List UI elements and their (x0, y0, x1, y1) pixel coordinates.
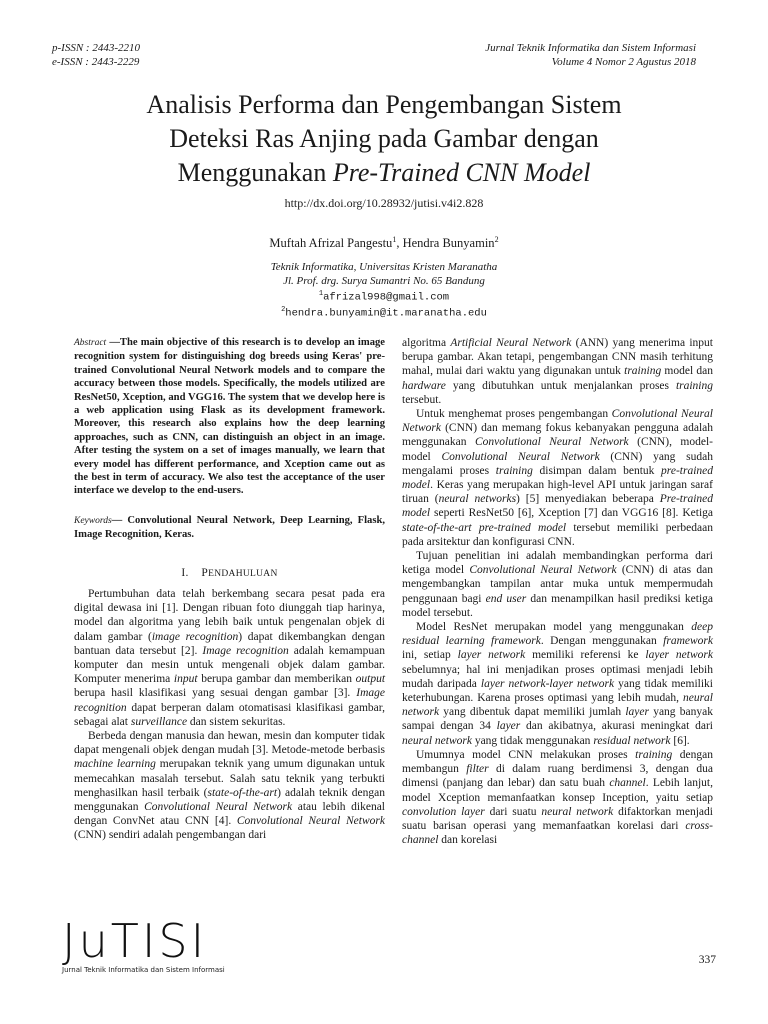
author-1-sup: 1 (392, 235, 397, 244)
text-run: (CNN) sendiri adalah pengembangan dari (74, 829, 267, 842)
text-run: yang banyak sampai dengan 34 (402, 706, 713, 733)
text-run: ) adalah teknik dengan menggunakan (74, 786, 385, 813)
text-run: merupakan teknik yang umum digunakan untuk memecahkan masalah tersebut. Salah satu teknik yang terbukti menghasilkan hasil terbaik ( (74, 758, 385, 799)
text-run: Umumnya model CNN melakukan proses (416, 748, 636, 761)
italic-term: convolution layer (402, 805, 485, 818)
paragraph (74, 729, 385, 843)
title-line-2: Deteksi Ras Anjing pada Gambar dengan (169, 124, 599, 153)
italic-term: neural network (541, 805, 614, 818)
italic-term: residual network (593, 734, 671, 747)
abstract (74, 336, 385, 498)
section-heading (74, 566, 385, 581)
text-run: memiliki referensi ke (525, 649, 646, 662)
text-run: dengan membangun (402, 748, 713, 776)
italic-term: Convolutional Neural Network (144, 800, 293, 813)
text-run: dan sistem sekuritas. (187, 715, 286, 728)
italic-term: state-of-the-art (207, 786, 278, 799)
italic-term: Image recognition (74, 687, 385, 714)
title-line-3-italic: Pre-Trained CNN Model (332, 158, 591, 187)
abstract-text: —The main objective of this research is to develop an image recognition system for distinguishing dog breeds using Keras' pre-trained Convolutional Neural Network models and to compare the accuracy between those models. Specifically, the models utilized are ResNet50, Xception, and VGG16. The system that we develop here is a web application using Flask as its development framework. Moreover, this research also explains how the deep learning approaches, such as CNN, can distinguish an object in an image. After testing the system on a set of images manually, we learn that every model has different performance, and Xception came out as the best in term of accuracy. We also test the acceptance of the user interface we develop to the end-users. (74, 337, 385, 497)
text-run: Tujuan penelitian ini adalah membandingkan performa dari ketiga model (402, 550, 713, 577)
italic-term: state-of-the-art pre-trained model (402, 521, 567, 534)
page-number: 337 (698, 954, 716, 966)
paragraph (74, 587, 385, 729)
italic-term: channel (609, 777, 646, 790)
text-run: di dalam ruang berdimensi 3, dengan dua dimensi (panjang dan lebar) dan satu buah (402, 763, 713, 790)
text-run: algoritma (402, 337, 451, 349)
text-run: dari suatu (484, 805, 542, 818)
paragraph (402, 620, 713, 748)
text-run: berupa hasil klasifikasi yang sesuai dengan gambar [3]. (74, 687, 357, 700)
text-run: dapat berperan dalam otomatisasi klasifikasi gambar, sebagai alat (74, 701, 385, 728)
paragraph (402, 748, 713, 847)
text-run: tersebut memiliki perbedaan pada arsitektur dan konfigurasi CNN. (402, 521, 713, 548)
affiliation (0, 260, 768, 288)
italic-term: Artificial Neural Network (450, 337, 572, 349)
e-issn: e-ISSN : 2443-2229 (52, 56, 140, 68)
keywords-label: Keywords (74, 515, 112, 526)
italic-term: Convolutional Neural Network (402, 408, 713, 435)
email-1-sup: 1 (318, 290, 324, 298)
italic-term: training (675, 379, 713, 392)
text-run: Berbeda dengan manusia dan hewan, mesin dan komputer tidak dapat mengenali objek dengan mudah [3]. Metode-metode berbasis (74, 729, 385, 757)
affiliation-line-2: Jl. Prof. drg. Surya Sumantri No. 65 Bandung (283, 275, 485, 287)
text-run: (CNN) yang sudah mengalami proses (402, 450, 713, 477)
title-line-3-plain: Menggunakan (177, 158, 333, 187)
italic-term: training (635, 748, 673, 761)
text-run: yang dibutuhkan untuk menjalankan proses (445, 379, 676, 392)
text-run: Untuk menghemat proses pengembangan (416, 408, 612, 421)
italic-term: Convolutional Neural Network (441, 450, 600, 463)
text-run: dan korelasi (438, 834, 498, 847)
italic-term: hardware (402, 379, 446, 392)
keywords (74, 514, 385, 542)
text-run: . Keras yang merupakan high-level API untuk jaringan saraf tiruan ( (402, 479, 713, 506)
email-1-address[interactable]: afrizal998@gmail.com (323, 291, 450, 304)
journal-volume: Volume 4 Nomor 2 Agustus 2018 (551, 56, 696, 68)
italic-term: filter (466, 763, 489, 776)
author-2-sup: 2 (494, 235, 499, 244)
author-1: Muftah Afrizal Pangestu (269, 236, 393, 251)
section-number: I. (181, 566, 189, 579)
doi-link[interactable]: http://dx.doi.org/10.28932/jutisi.v4i2.828 (284, 196, 484, 210)
italic-term: Convolutional Neural Network (469, 564, 617, 577)
logo-subtitle: Jurnal Teknik Informatika dan Sistem Informasi (62, 966, 225, 974)
italic-term: framework (663, 635, 713, 648)
italic-term: layer network (457, 649, 526, 662)
text-run: (ANN) yang menerima input berupa gambar. Akan tetapi, pengembangan CNN masih terhitung mahal, mulai dari waktu yang digunakan untuk (402, 337, 713, 378)
text-run: difaktorkan menjadi suatu barisan operasi yang memanfaatkan korelasi dari (402, 805, 713, 832)
paragraph (402, 336, 713, 407)
paragraph (402, 549, 713, 620)
italic-term: layer (625, 706, 649, 719)
italic-term: training (495, 464, 533, 477)
keywords-text: — Convolutional Neural Network, Deep Learning, Flask, Image Recognition, Keras. (74, 514, 385, 541)
text-run: . Dengan menggunakan (540, 635, 664, 648)
italic-term: Convolutional Neural Network (474, 436, 629, 449)
italic-term: layer (496, 720, 521, 733)
italic-term: output (355, 673, 386, 686)
paper-title (60, 88, 708, 190)
text-run: Model ResNet merupakan model yang menggunakan (416, 621, 692, 634)
text-run: dan menampilkan hasil prediksi ketiga model tersebut. (402, 592, 713, 619)
section-title-rest: ENDAHULUAN (208, 568, 278, 579)
text-run: ) [5] menyediakan beberapa (516, 493, 660, 506)
abstract-label: Abstract (74, 338, 107, 348)
italic-term: Convolutional Neural Network (236, 815, 385, 828)
text-run: disimpan dalam bentuk (532, 464, 662, 477)
italic-term: neural network (402, 734, 472, 747)
text-run: (CNN), model-model (402, 436, 713, 463)
issn-block (52, 41, 140, 69)
italic-term: Pre-trained model (402, 493, 713, 520)
paragraph (402, 407, 713, 549)
email-2-address[interactable]: hendra.bunyamin@it.maranatha.edu (285, 307, 487, 320)
text-run: Pertumbuhan data telah berkembang secara pesat pada era digital dewasa ini [1]. Dengan ribuan foto diunggah tiap harinya, model dan algoritma yang lebih baik untuk pengenalan objek di dalam gambar ( (74, 587, 385, 643)
title-line-1: Analisis Performa dan Pengembangan Sistem (146, 90, 622, 119)
email-1[interactable] (0, 290, 768, 304)
italic-term: Image recognition (202, 644, 289, 657)
text-run: . Lebih lanjut, model Xception memanfaatkan konsep Inception, yaitu setiap (402, 777, 713, 804)
italic-term: image recognition (151, 630, 239, 643)
italic-term: input (173, 673, 198, 686)
journal-name: Jurnal Teknik Informatika dan Sistem Informasi (485, 42, 696, 54)
text-run: yang tidak menggunakan (471, 734, 594, 747)
right-column (402, 336, 713, 847)
p-issn: p-ISSN : 2443-2210 (52, 42, 140, 54)
italic-term: training (624, 365, 662, 378)
section-title-first: P (201, 566, 209, 579)
jutisi-logo (62, 914, 225, 974)
text-run: ini, setiap (402, 649, 458, 662)
text-run: dan akibatnya, akurasi meningkat dari (520, 720, 713, 733)
journal-info (485, 41, 696, 69)
italic-term: pre-trained model (402, 464, 713, 492)
italic-term: surveillance (130, 715, 188, 728)
italic-term: cross-channel (402, 819, 713, 847)
text-run: tersebut. (402, 393, 442, 406)
logo-wordmark: JuTISI (62, 914, 208, 968)
email-2-sup: 2 (281, 306, 286, 314)
text-run: atau lebih dikenal dengan ConvNet atau CNN [4]. (74, 800, 385, 828)
text-run: (CNN) di atas dan mengembangkan tampilan antar muka untuk mempermudah penggunaan bagi (402, 564, 713, 605)
italic-term: layer network-layer network (480, 677, 615, 690)
author-list (0, 235, 768, 251)
italic-term: layer network (645, 649, 713, 662)
italic-term: machine learning (74, 758, 156, 771)
text-run: [6]. (670, 734, 690, 747)
italic-term: neural networks (438, 493, 517, 506)
text-run: model dan (661, 365, 713, 378)
text-run: yang tidak memiliki keterhubungan. Karena proses optimasi yang lebih mudah, (402, 677, 714, 705)
author-2: Hendra Bunyamin (402, 236, 495, 251)
text-run: yang dibentuk dapat memiliki jumlah (439, 706, 626, 719)
text-run: berupa gambar dan memberikan (197, 673, 356, 686)
italic-term: deep residual learning framework (402, 621, 713, 648)
text-run: ) dapat dikembangkan dengan bantuan data tersebut [2]. (74, 630, 385, 657)
italic-term: neural network (402, 692, 713, 719)
text-run: seperti ResNet50 [6], Xception [7] dan VGG16 [8]. Ketiga (430, 507, 713, 520)
text-run: (CNN) dan memang fokus kebanyakan pengguna adalah menggunakan (402, 422, 713, 449)
author-separator: , (396, 236, 403, 251)
affiliation-line-1: Teknik Informatika, Universitas Kristen Maranatha (270, 261, 498, 273)
text-run: sebelumnya; hal ini menjadikan proses optimasi menjadi lebih mudah daripada (402, 663, 713, 690)
left-column (74, 336, 385, 843)
email-2[interactable] (0, 306, 768, 320)
italic-term: end user (485, 592, 527, 605)
text-run: adalah kemampuan komputer dan mesin untuk mengenali objek dalam gambar. Komputer menerima (74, 644, 385, 686)
